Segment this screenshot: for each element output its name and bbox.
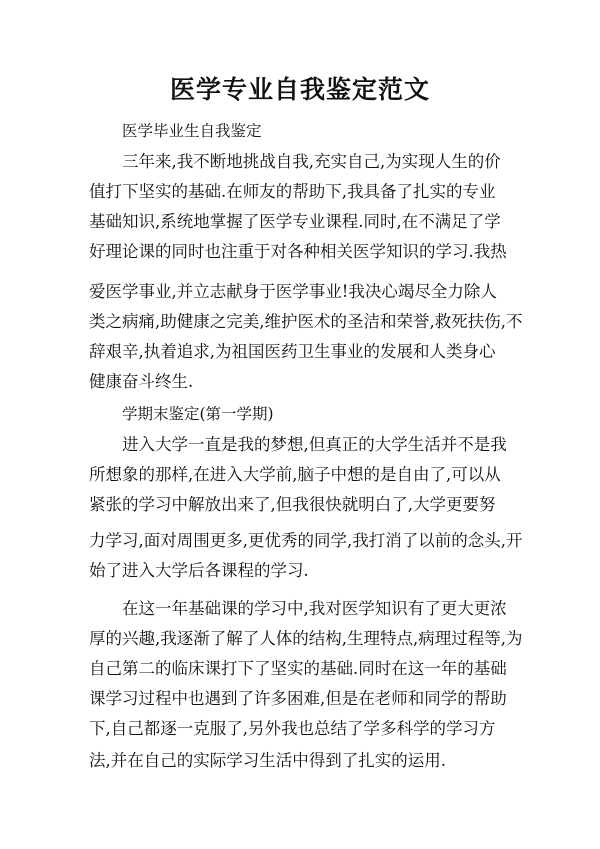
text-line: 法,并在自己的实际学习生活中得到了扎实的运用. <box>89 751 446 770</box>
text-line: 爱医学事业,并立志献身于医学事业!我决心竭尽全力除人 <box>89 282 497 301</box>
text-line: 辞艰辛,执着追求,为祖国医药卫生事业的发展和人类身心 <box>89 342 496 361</box>
text-line: 所想象的那样,在进入大学前,脑子中想的是自由了,可以从 <box>89 465 501 484</box>
text-line: 进入大学一直是我的梦想,但真正的大学生活并不是我 <box>122 435 507 454</box>
text-line: 课学习过程中也遇到了许多困难,但是在老师和同学的帮助 <box>89 689 507 708</box>
text-line: 厚的兴趣,我逐渐了解了人体的结构,生理特点,病理过程等,为 <box>89 629 523 648</box>
text-line: 三年来,我不断地挑战自我,充实自己,为实现人生的价 <box>122 152 501 171</box>
text-line: 自己第二的临床课打下了坚实的基础.同时在这一年的基础 <box>89 659 507 678</box>
text-line: 始了进入大学后各课程的学习. <box>89 561 309 580</box>
section-heading: 学期末鉴定(第一学期) <box>122 405 274 423</box>
text-line: 健康奋斗终生. <box>89 372 194 391</box>
document-title: 医学专业自我鉴定范文 <box>169 75 430 104</box>
text-line: 紧张的学习中解放出来了,但我很快就明白了,大学更要努 <box>89 495 496 514</box>
text-line: 下,自己都逐一克服了,另外我也总结了学多科学的学习方 <box>89 719 496 738</box>
text-line: 好理论课的同时也注重于对各种相关医学知识的学习.我热 <box>89 242 507 261</box>
text-line: 基础知识,系统地掌握了医学专业课程.同时,在不满足了学 <box>89 212 501 231</box>
text-line: 值打下坚实的基础.在师友的帮助下,我具备了扎实的专业 <box>89 182 496 201</box>
text-line: 在这一年基础课的学习中,我对医学知识有了更大更浓 <box>122 599 507 618</box>
text-line: 力学习,面对周围更多,更优秀的同学,我打消了以前的念头,开 <box>89 531 523 550</box>
section-heading: 医学毕业生自我鉴定 <box>122 122 262 140</box>
text-line: 类之病痛,助健康之完美,维护医术的圣洁和荣誉,救死扶伤,不 <box>89 312 523 331</box>
